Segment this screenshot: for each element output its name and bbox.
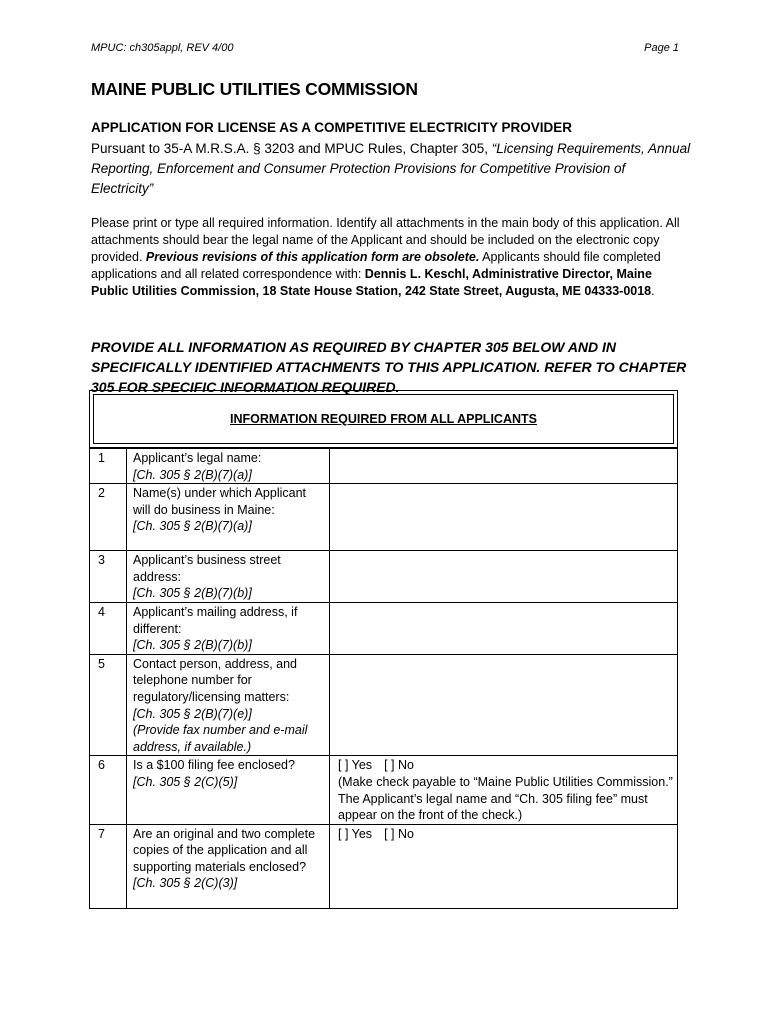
table-row	[90, 824, 678, 908]
fee-instructions: (Make check payable to “Maine Public Utilities Commission.” The Applicant’s legal name and “Ch. 305 filing fee” must appear on the front of the check.)	[338, 774, 673, 823]
answer-field-contact-person[interactable]	[330, 654, 678, 756]
row-question	[127, 449, 330, 484]
table-row	[90, 484, 678, 551]
section-header-box	[89, 390, 678, 448]
pursuant-lead: Pursuant to 35-A M.R.S.A. § 3203 and MPUC Rules, Chapter 305,	[91, 141, 492, 156]
row-number: 3	[90, 551, 127, 603]
row-number: 1	[90, 449, 127, 484]
citation: [Ch. 305 § 2(C)(3)]	[133, 876, 238, 891]
no-checkbox[interactable]: [ ] No	[384, 758, 414, 773]
answer-cell-copies	[330, 824, 678, 908]
row-question	[127, 484, 330, 551]
obsolete-notice: Previous revisions of this application form are obsolete.	[145, 250, 480, 264]
row-number: 7	[90, 824, 127, 908]
answer-field-street-address[interactable]	[330, 551, 678, 603]
instructions-p2: Applicants should file completed applications and all related correspondence with:	[91, 250, 661, 281]
filing-address: Dennis L. Keschl, Administrative Director, Maine Public Utilities Commission, 18 State House Station, 242 State Street, Augusta, ME 04333-0018	[91, 267, 652, 298]
row-number: 4	[90, 602, 127, 654]
page-number: Page 1	[644, 42, 679, 54]
citation: [Ch. 305 § 2(C)(5)]	[133, 774, 238, 789]
citation: [Ch. 305 § 2(B)(7)(a)]	[133, 519, 252, 534]
row-question	[127, 551, 330, 603]
no-checkbox[interactable]: [ ] No	[384, 826, 414, 841]
row-question	[127, 756, 330, 824]
table-row	[90, 449, 678, 484]
question-text: Is a $100 filing fee enclosed?	[133, 758, 295, 773]
row-number: 6	[90, 756, 127, 824]
question-text: Applicant’s mailing address, if different:	[133, 604, 298, 636]
citation: [Ch. 305 § 2(B)(7)(b)]	[133, 586, 252, 601]
answer-cell-filing-fee	[330, 756, 678, 824]
provide-notice: PROVIDE ALL INFORMATION AS REQUIRED BY CHAPTER 305 BELOW AND IN SPECIFICALLY IDENTIFIED ATTACHMENTS TO THIS APPLICATION. REFER TO CHAPTER 305 FOR SPECIFIC INFORMATION REQUIRED.	[91, 339, 687, 395]
table-row	[90, 551, 678, 603]
application-title: APPLICATION FOR LICENSE AS A COMPETITIVE ELECTRICITY PROVIDER	[91, 120, 573, 135]
answer-field-mailing-address[interactable]	[330, 602, 678, 654]
rule-title: “Licensing Requirements, Annual Reporting, Enforcement and Consumer Protection Provisions for Competitive Provision of Electricity”	[91, 141, 691, 196]
pursuant-statement	[91, 139, 691, 199]
page-header	[91, 42, 679, 54]
question-text: Applicant’s legal name:	[133, 451, 262, 465]
instructions	[91, 215, 691, 300]
answer-field-legal-name[interactable]	[330, 449, 678, 484]
requirements-table	[89, 448, 678, 909]
section-title: INFORMATION REQUIRED FROM ALL APPLICANTS	[230, 412, 537, 426]
table-row	[90, 756, 678, 824]
question-text: Are an original and two complete copies of the application and all supporting materials enclosed?	[133, 826, 316, 874]
form-id: MPUC: ch305appl, REV 4/00	[91, 42, 234, 54]
yes-checkbox[interactable]: [ ] Yes	[338, 826, 373, 841]
row-number: 5	[90, 654, 127, 756]
row-number: 2	[90, 484, 127, 551]
citation: [Ch. 305 § 2(B)(7)(b)]	[133, 638, 252, 653]
row-question	[127, 654, 330, 756]
table-row	[90, 654, 678, 756]
question-text: Applicant’s business street address:	[133, 553, 281, 584]
citation: [Ch. 305 § 2(B)(7)(e)]	[133, 706, 252, 721]
row-note: (Provide fax number and e-mail address, if available.)	[133, 723, 308, 754]
agency-title: MAINE PUBLIC UTILITIES COMMISSION	[91, 79, 418, 99]
table-row	[90, 602, 678, 654]
question-text: Contact person, address, and telephone number for regulatory/licensing matters:	[133, 656, 297, 704]
answer-field-dba-names[interactable]	[330, 484, 678, 551]
instructions-end: .	[651, 284, 655, 298]
row-question	[127, 602, 330, 654]
instructions-p1: Please print or type all required information. Identify all attachments in the main body of this application. All attachments should bear the legal name of the Applicant and should be included on the electronic copy provided.	[91, 216, 680, 264]
question-text: Name(s) under which Applicant will do business in Maine:	[133, 486, 306, 517]
citation: [Ch. 305 § 2(B)(7)(a)]	[133, 467, 252, 482]
row-question	[127, 824, 330, 908]
yes-checkbox[interactable]: [ ] Yes	[338, 758, 373, 773]
